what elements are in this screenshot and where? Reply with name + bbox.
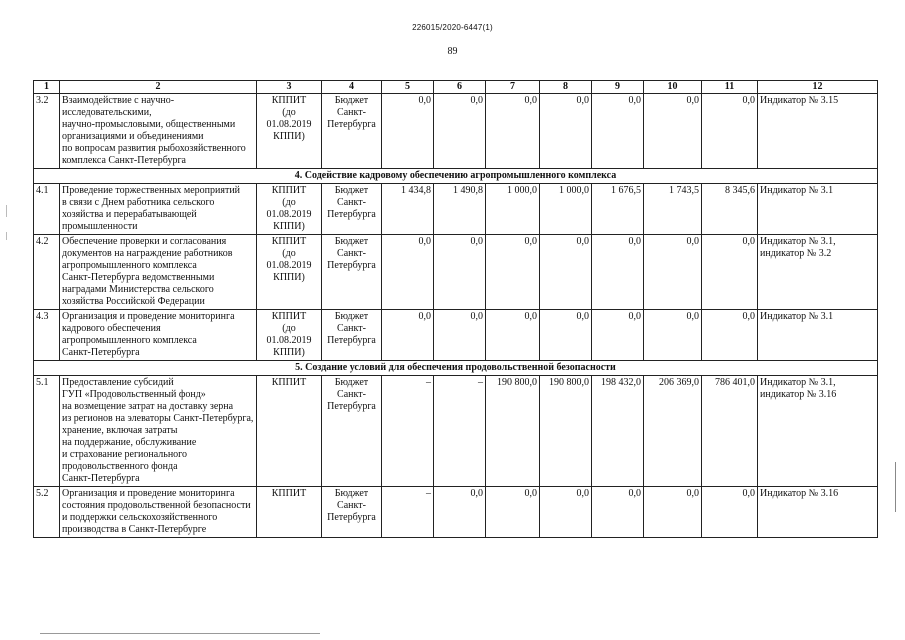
- executor-line: КППИ): [273, 221, 305, 232]
- indicator: [758, 487, 878, 538]
- column-number: 5: [382, 81, 434, 94]
- executor: [257, 184, 322, 235]
- funding-source-line: Петербурга: [327, 512, 376, 523]
- funding-source: [322, 235, 382, 310]
- amount-cell: 0,0: [434, 235, 486, 310]
- item-name: [60, 376, 257, 487]
- executor-line: КППИ): [273, 347, 305, 358]
- item-name-line: Предоставление субсидий: [62, 377, 174, 388]
- item-name-line: хозяйства и перерабатывающей: [62, 209, 197, 220]
- column-number: 6: [434, 81, 486, 94]
- amount-cell: 0,0: [702, 235, 758, 310]
- amount-cell: 1 000,0: [540, 184, 592, 235]
- item-number: 4.3: [34, 310, 60, 361]
- item-name-line: научно-промысловыми, общественными: [62, 119, 236, 130]
- amount-cell: 0,0: [540, 94, 592, 169]
- indicator: [758, 184, 878, 235]
- item-name-line: организациями и объединениями: [62, 131, 204, 142]
- amount-cell: 1 000,0: [486, 184, 540, 235]
- table-row: [34, 94, 878, 169]
- column-number-row: [34, 81, 878, 94]
- item-name-line: Обеспечение проверки и согласования: [62, 236, 227, 247]
- scan-bottom-line: [40, 633, 320, 634]
- item-name-line: наградами Министерства сельского: [62, 284, 214, 295]
- item-name-line: Организация и проведение мониторинга: [62, 311, 235, 322]
- amount-cell: 190 800,0: [540, 376, 592, 487]
- amount-cell: –: [382, 487, 434, 538]
- scan-edge-mark: [6, 232, 7, 240]
- item-number: 4.2: [34, 235, 60, 310]
- amount-cell: 0,0: [486, 487, 540, 538]
- item-name-line: комплекса Санкт-Петербурга: [62, 155, 186, 166]
- funding-source-line: Санкт-: [337, 248, 366, 259]
- executor: [257, 310, 322, 361]
- executor-line: КППИ): [273, 272, 305, 283]
- item-name-line: агропромышленного комплекса: [62, 260, 197, 271]
- amount-cell: 0,0: [486, 94, 540, 169]
- executor: [257, 487, 322, 538]
- amount-cell: 0,0: [592, 94, 644, 169]
- executor-line: КППИТ: [271, 185, 307, 196]
- amount-cell: 0,0: [382, 94, 434, 169]
- funding-source-line: Бюджет: [334, 488, 369, 499]
- item-name-line: Организация и проведение мониторинга: [62, 488, 235, 499]
- item-name-line: Проведение торжественных мероприятий: [62, 185, 241, 196]
- funding-source: [322, 184, 382, 235]
- indicator-line: индикатор № 3.16: [760, 389, 837, 400]
- table-row: [34, 487, 878, 538]
- column-number: 2: [60, 81, 257, 94]
- executor-line: КППИТ: [271, 311, 307, 322]
- column-number: 4: [322, 81, 382, 94]
- page-number: 89: [447, 46, 458, 57]
- item-name-line: промышленности: [62, 221, 138, 232]
- scan-edge-mark: [6, 205, 7, 217]
- item-name-line: на возмещение затрат на доставку зерна: [62, 401, 234, 412]
- item-name-line: в связи с Днем работника сельского: [62, 197, 215, 208]
- amount-cell: –: [434, 376, 486, 487]
- executor-line: КППИТ: [271, 377, 307, 388]
- funding-source-line: Бюджет: [334, 236, 369, 247]
- funding-source: [322, 487, 382, 538]
- indicator-line: Индикатор № 3.15: [760, 95, 839, 106]
- funding-source: [322, 94, 382, 169]
- item-name-line: и страхование регионального: [62, 449, 188, 460]
- funding-source-line: Бюджет: [334, 185, 369, 196]
- amount-cell: 1 676,5: [592, 184, 644, 235]
- item-name: [60, 184, 257, 235]
- item-name: [60, 235, 257, 310]
- executor-line: КППИТ: [271, 488, 307, 499]
- amount-cell: 0,0: [540, 487, 592, 538]
- amount-cell: 1 490,8: [434, 184, 486, 235]
- column-number: 7: [486, 81, 540, 94]
- amount-cell: 0,0: [644, 94, 702, 169]
- executor: [257, 376, 322, 487]
- item-name: [60, 94, 257, 169]
- executor-line: (до 01.08.2019: [266, 248, 312, 271]
- amount-cell: 0,0: [434, 310, 486, 361]
- funding-source-line: Петербурга: [327, 335, 376, 346]
- section-title: 5. Создание условий для обеспечения продовольственной безопасности: [34, 361, 878, 376]
- indicator: [758, 310, 878, 361]
- indicator-line: Индикатор № 3.1: [760, 185, 834, 196]
- table-row: [34, 376, 878, 487]
- amount-cell: 0,0: [486, 310, 540, 361]
- amount-cell: 0,0: [702, 487, 758, 538]
- amount-cell: 0,0: [644, 487, 702, 538]
- table-row: [34, 310, 878, 361]
- item-name-line: производства в Санкт-Петербурге: [62, 524, 207, 535]
- indicator-line: Индикатор № 3.1,: [760, 236, 836, 247]
- section-title: 4. Содействие кадровому обеспечению агропромышленного комплекса: [34, 169, 878, 184]
- amount-cell: 0,0: [592, 487, 644, 538]
- amount-cell: 8 345,6: [702, 184, 758, 235]
- item-name-line: ГУП «Продовольственный фонд»: [62, 389, 206, 400]
- funding-source-line: Санкт-: [337, 500, 366, 511]
- funding-source-line: Петербурга: [327, 260, 376, 271]
- indicator: [758, 376, 878, 487]
- amount-cell: 1 434,8: [382, 184, 434, 235]
- item-name-line: состояния продовольственной безопасности: [62, 500, 251, 511]
- funding-source-line: Бюджет: [334, 311, 369, 322]
- amount-cell: 0,0: [434, 94, 486, 169]
- executor-line: КППИТ: [271, 236, 307, 247]
- indicator: [758, 235, 878, 310]
- column-number: 9: [592, 81, 644, 94]
- amount-cell: 0,0: [644, 235, 702, 310]
- amount-cell: 198 432,0: [592, 376, 644, 487]
- amount-cell: 0,0: [540, 310, 592, 361]
- funding-source-line: Петербурга: [327, 209, 376, 220]
- executor: [257, 94, 322, 169]
- item-number: 3.2: [34, 94, 60, 169]
- item-name-line: хранение, включая затраты: [62, 425, 178, 436]
- item-name-line: хозяйства Российской Федерации: [62, 296, 205, 307]
- amount-cell: 0,0: [382, 310, 434, 361]
- item-name-line: по вопросам развития рыбохозяйственного: [62, 143, 246, 154]
- indicator: [758, 94, 878, 169]
- column-number: 8: [540, 81, 592, 94]
- indicator-line: Индикатор № 3.1,: [760, 377, 836, 388]
- amount-cell: 0,0: [592, 235, 644, 310]
- item-name-line: продовольственного фонда: [62, 461, 178, 472]
- program-table: [33, 80, 878, 538]
- item-name-line: документов на награждение работников: [62, 248, 233, 259]
- executor-line: КППИ): [273, 131, 305, 142]
- column-number: 1: [34, 81, 60, 94]
- indicator-line: Индикатор № 3.1: [760, 311, 834, 322]
- funding-source-line: Бюджет: [334, 95, 369, 106]
- funding-source-line: Петербурга: [327, 119, 376, 130]
- funding-source-line: Петербурга: [327, 401, 376, 412]
- amount-cell: 786 401,0: [702, 376, 758, 487]
- item-number: 5.2: [34, 487, 60, 538]
- table-row: [34, 235, 878, 310]
- amount-cell: 0,0: [644, 310, 702, 361]
- item-name-line: и поддержки сельскохозяйственного: [62, 512, 218, 523]
- executor-line: (до 01.08.2019: [266, 323, 312, 346]
- item-number: 5.1: [34, 376, 60, 487]
- item-name-line: Санкт-Петербурга: [62, 347, 140, 358]
- funding-source-line: Санкт-: [337, 197, 366, 208]
- amount-cell: 0,0: [702, 94, 758, 169]
- funding-source: [322, 310, 382, 361]
- item-name: [60, 487, 257, 538]
- section-row: [34, 361, 878, 376]
- item-name-line: Санкт-Петербурга: [62, 473, 140, 484]
- executor: [257, 235, 322, 310]
- funding-source-line: Санкт-: [337, 323, 366, 334]
- column-number: 10: [644, 81, 702, 94]
- executor-line: КППИТ: [271, 95, 307, 106]
- item-name-line: на поддержание, обслуживание: [62, 437, 197, 448]
- amount-cell: 0,0: [382, 235, 434, 310]
- executor-line: (до 01.08.2019: [266, 197, 312, 220]
- item-name-line: Санкт-Петербурга ведомственными: [62, 272, 215, 283]
- funding-source-line: Санкт-: [337, 389, 366, 400]
- funding-source-line: Санкт-: [337, 107, 366, 118]
- amount-cell: 206 369,0: [644, 376, 702, 487]
- item-name-line: из регионов на элеваторы Санкт-Петербурга,: [62, 413, 254, 424]
- item-name-line: Взаимодействие с научно-исследовательскими,: [62, 95, 175, 118]
- item-name: [60, 310, 257, 361]
- amount-cell: 0,0: [486, 235, 540, 310]
- section-row: [34, 169, 878, 184]
- scan-edge-mark: [895, 462, 896, 512]
- amount-cell: 0,0: [702, 310, 758, 361]
- amount-cell: 1 743,5: [644, 184, 702, 235]
- item-name-line: агропромышленного комплекса: [62, 335, 197, 346]
- column-number: 12: [758, 81, 878, 94]
- column-number: 11: [702, 81, 758, 94]
- document-id: 226015/2020-6447(1): [412, 23, 493, 32]
- amount-cell: –: [382, 376, 434, 487]
- item-number: 4.1: [34, 184, 60, 235]
- executor-line: (до 01.08.2019: [266, 107, 312, 130]
- amount-cell: 0,0: [540, 235, 592, 310]
- column-number: 3: [257, 81, 322, 94]
- funding-source-line: Бюджет: [334, 377, 369, 388]
- table-row: [34, 184, 878, 235]
- amount-cell: 0,0: [434, 487, 486, 538]
- amount-cell: 190 800,0: [486, 376, 540, 487]
- item-name-line: кадрового обеспечения: [62, 323, 161, 334]
- indicator-line: индикатор № 3.2: [760, 248, 832, 259]
- amount-cell: 0,0: [592, 310, 644, 361]
- indicator-line: Индикатор № 3.16: [760, 488, 839, 499]
- funding-source: [322, 376, 382, 487]
